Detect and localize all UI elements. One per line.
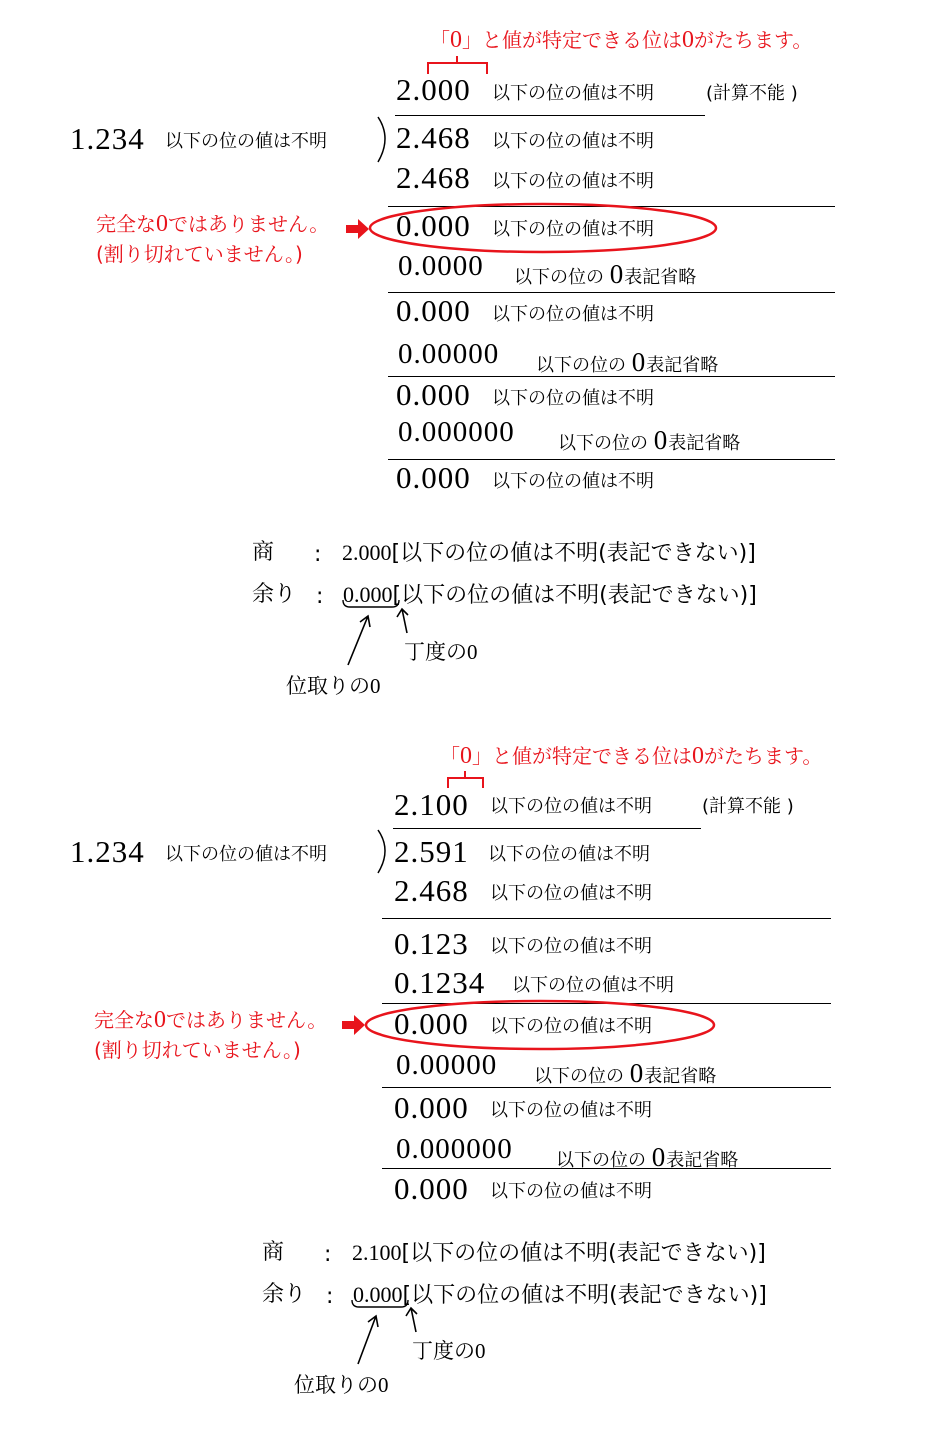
- divisor-value: 1.234: [70, 834, 145, 869]
- division-problem-2: [0, 718, 941, 1437]
- dividend-unknown-label: 以下の位の値は不明: [492, 131, 654, 152]
- division-bracket: [378, 830, 385, 873]
- arrow-up-icon: [348, 616, 370, 665]
- colon: :: [326, 1284, 334, 1309]
- exact-zero-label: 丁度の0: [412, 1339, 486, 1363]
- step-zero-omitted-label: 以下の位の 0表記省略: [534, 1058, 717, 1088]
- step-value: 0.1234: [394, 965, 486, 1000]
- not-computable-label: (計算不能 ): [702, 796, 794, 817]
- note-certain-digit: 「0」と値が特定できる位は0がたちます。: [440, 743, 823, 769]
- step-unknown-label: 以下の位の値は不明: [490, 1100, 652, 1121]
- step-unknown-label: 以下の位の値は不明: [492, 304, 654, 325]
- colon: :: [316, 584, 324, 609]
- highlight-ellipse: [370, 204, 716, 252]
- step-unknown-label: 以下の位の値は不明: [490, 1016, 652, 1037]
- quotient-unknown-label: 以下の位の値は不明: [490, 796, 652, 817]
- remainder-label: 余り: [262, 1282, 307, 1307]
- step-value: 0.000: [396, 377, 471, 412]
- step-value: 2.468: [396, 160, 471, 195]
- step-value: 0.000: [396, 293, 471, 328]
- divisor-unknown-label: 以下の位の値は不明: [165, 131, 327, 152]
- place-zero-bracket: [343, 600, 399, 607]
- arrow-up-icon: [406, 1308, 417, 1332]
- red-arrow-icon: [342, 1015, 365, 1035]
- divisor-unknown-label: 以下の位の値は不明: [165, 844, 327, 865]
- step-unknown-label: 以下の位の値は不明: [512, 975, 674, 996]
- remainder-result: 0.000[以下の位の値は不明(表記できない)]: [343, 582, 757, 608]
- not-computable-label: (計算不能 ): [706, 83, 798, 104]
- note-not-divisible: (割り切れていません。): [94, 1038, 301, 1062]
- note-not-exact-zero: 完全な0ではありません。: [96, 211, 330, 237]
- step-value: 2.468: [394, 873, 469, 908]
- step-unknown-label: 以下の位の値は不明: [492, 388, 654, 409]
- step-unknown-label: 以下の位の値は不明: [492, 171, 654, 192]
- digit-bracket: [428, 56, 487, 74]
- note-not-divisible: (割り切れていません。): [96, 242, 303, 266]
- step-zero-omitted-label: 以下の位の 0表記省略: [558, 425, 741, 455]
- red-arrow-icon: [346, 219, 369, 239]
- step-value: 0.00000: [396, 1049, 498, 1081]
- annotation-graphics: [0, 718, 941, 1437]
- dividend-unknown-label: 以下の位の値は不明: [488, 844, 650, 865]
- step-unknown-label: 以下の位の値は不明: [490, 1181, 652, 1202]
- step-unknown-label: 以下の位の値は不明: [490, 883, 652, 904]
- quotient-result: 2.000[以下の位の値は不明(表記できない)]: [342, 540, 756, 566]
- division-bracket: [378, 117, 385, 162]
- step-zero-omitted-label: 以下の位の 0表記省略: [514, 259, 697, 289]
- dividend-value: 2.591: [394, 834, 469, 869]
- quotient-label: 商: [252, 540, 275, 565]
- step-value: 0.000000: [396, 1133, 513, 1165]
- step-value: 0.0000: [398, 250, 484, 282]
- step-unknown-label: 以下の位の値は不明: [490, 936, 652, 957]
- step-zero-omitted-label: 以下の位の 0表記省略: [536, 347, 719, 377]
- step-value: 0.000000: [398, 416, 515, 448]
- divisor-value: 1.234: [70, 121, 145, 156]
- step-value: 0.000: [396, 208, 471, 243]
- digit-bracket: [448, 771, 483, 788]
- quotient-result: 2.100[以下の位の値は不明(表記できない)]: [352, 1240, 766, 1266]
- arrow-up-icon: [397, 609, 408, 633]
- dividend-value: 2.468: [396, 120, 471, 155]
- step-value: 0.000: [394, 1006, 469, 1041]
- quotient-value: 2.000: [396, 72, 471, 107]
- step-zero-omitted-label: 以下の位の 0表記省略: [556, 1142, 739, 1172]
- highlight-ellipse: [366, 1001, 714, 1049]
- colon: :: [324, 1242, 332, 1267]
- note-not-exact-zero: 完全な0ではありません。: [94, 1007, 328, 1033]
- place-zero-bracket: [352, 1300, 408, 1307]
- quotient-label: 商: [262, 1240, 285, 1265]
- arrow-up-icon: [358, 1316, 378, 1364]
- step-value: 0.000: [396, 460, 471, 495]
- place-zero-label: 位取りの0: [294, 1373, 389, 1397]
- quotient-unknown-label: 以下の位の値は不明: [492, 83, 654, 104]
- place-zero-label: 位取りの0: [286, 674, 381, 698]
- step-value: 0.123: [394, 926, 469, 961]
- step-value: 0.000: [394, 1171, 469, 1206]
- note-certain-digit: 「0」と値が特定できる位は0がたちます。: [430, 27, 813, 53]
- remainder-label: 余り: [252, 582, 297, 607]
- step-value: 0.000: [394, 1090, 469, 1125]
- step-unknown-label: 以下の位の値は不明: [492, 219, 654, 240]
- exact-zero-label: 丁度の0: [404, 640, 478, 664]
- colon: :: [314, 542, 322, 567]
- step-value: 0.00000: [398, 338, 500, 370]
- step-unknown-label: 以下の位の値は不明: [492, 471, 654, 492]
- quotient-value: 2.100: [394, 787, 469, 822]
- remainder-result: 0.000[以下の位の値は不明(表記できない)]: [353, 1282, 767, 1308]
